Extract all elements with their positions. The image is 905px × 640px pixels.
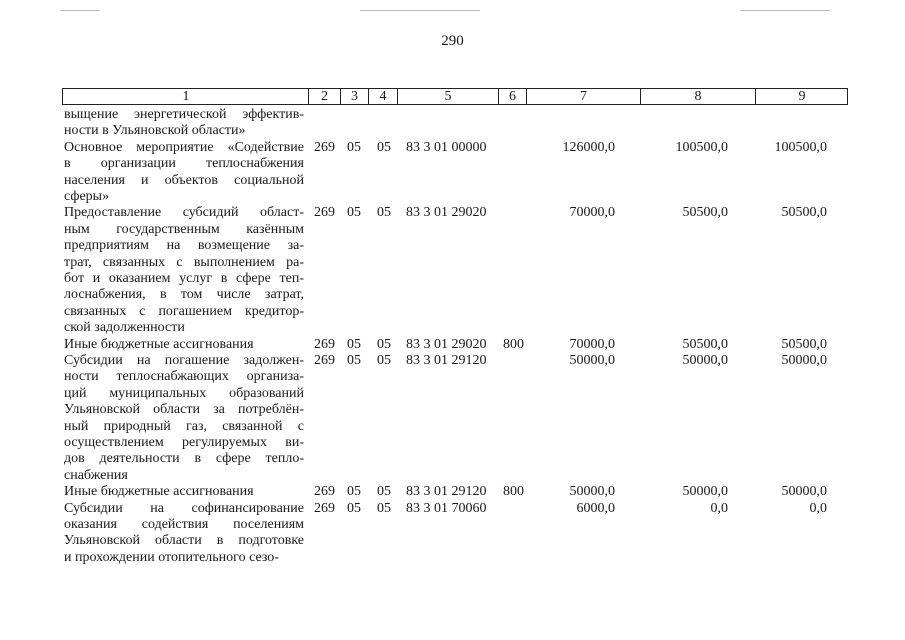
cell-c2: 269 <box>314 139 335 155</box>
header-cell-1: 1 <box>182 89 190 104</box>
row-description <box>64 484 304 500</box>
description-line: ным государственным казённым <box>64 221 304 237</box>
cell-c4: 05 <box>377 139 391 155</box>
cell-c7: 50000,0 <box>569 353 615 368</box>
description-line: Субсидии на софинансирование <box>64 500 304 516</box>
cell-c3: 05 <box>347 139 361 155</box>
cell-c6: 800 <box>503 484 524 500</box>
cell-c2: 269 <box>314 336 335 352</box>
page-number: 290 <box>441 33 464 49</box>
description-line: ской задолженности <box>64 320 185 336</box>
description-line: ный природный газ, связанной с <box>64 418 304 434</box>
header-cell-8: 8 <box>640 89 755 104</box>
cell-c5: 83 3 01 29020 <box>406 336 487 352</box>
cell-c6: 800 <box>503 336 524 352</box>
description-line: трат, связанных с выполнением ра- <box>64 254 304 270</box>
cell-c3: 05 <box>347 205 361 221</box>
cell-c5: 83 3 01 29120 <box>406 484 487 500</box>
cell-c5: 83 3 01 70060 <box>406 500 487 516</box>
cell-c9: 50000,0 <box>781 353 827 368</box>
description-line: Основное мероприятие «Содействие <box>64 139 304 155</box>
cell-c7: 126000,0 <box>562 139 615 155</box>
description-line: бот и оказанием услуг в сфере теп- <box>64 271 304 287</box>
header-cell-3: 3 <box>340 89 368 104</box>
description-line: выщение энергетической эффектив- <box>64 107 304 122</box>
description-line: Ульяновской области в подготовке <box>64 533 304 549</box>
description-line: сферы» <box>64 189 110 205</box>
row-description <box>64 140 304 206</box>
cell-c8: 50000,0 <box>682 353 728 368</box>
cell-c7: 6000,0 <box>576 500 615 516</box>
description-line: связанных с погашением кредитор- <box>64 303 304 319</box>
description-line: ций муниципальных образований <box>64 385 304 401</box>
row-description <box>64 353 304 484</box>
cell-c2: 269 <box>314 484 335 500</box>
cell-c4: 05 <box>377 484 391 500</box>
header-cell-2: 2 <box>308 89 340 104</box>
cell-c9: 50500,0 <box>781 336 827 352</box>
cell-c3: 05 <box>347 500 361 516</box>
cell-c4: 05 <box>377 336 391 352</box>
cell-c4: 05 <box>377 500 391 516</box>
description-line: и прохождении отопительного сезо- <box>64 549 279 565</box>
scan-artifact <box>60 10 100 11</box>
cell-c8: 50500,0 <box>682 336 728 352</box>
cell-c2: 269 <box>314 353 335 368</box>
cell-c9: 50500,0 <box>781 205 827 221</box>
description-line: ности теплоснабжающих организа- <box>64 369 304 385</box>
row-description <box>64 501 304 567</box>
description-line: предприятиям на возмещение за- <box>64 238 304 254</box>
cell-c8: 50000,0 <box>682 484 728 500</box>
cell-c8: 0,0 <box>710 500 728 516</box>
cell-c3: 05 <box>347 353 361 368</box>
description-line: Ульяновской области за потреблён- <box>64 402 304 418</box>
cell-c7: 50000,0 <box>569 484 615 500</box>
header-cell-5: 5 <box>397 89 498 104</box>
header-cell-9: 9 <box>755 89 848 104</box>
scan-artifact <box>360 10 480 11</box>
description-line: осуществлением регулируемых ви- <box>64 435 304 451</box>
description-line: Иные бюджетные ассигнования <box>64 484 254 500</box>
description-line: в организации теплоснабжения <box>64 156 304 172</box>
description-line: Субсидии на погашение задолжен- <box>64 353 304 368</box>
description-line: лоснабжения, в том числе затрат, <box>64 287 304 303</box>
header-cell-6: 6 <box>498 89 526 104</box>
cell-c3: 05 <box>347 336 361 352</box>
description-line: Иные бюджетные ассигнования <box>64 336 254 352</box>
table-header <box>62 88 848 105</box>
cell-c9: 0,0 <box>809 500 827 516</box>
row-description <box>64 205 304 336</box>
row-description <box>64 337 304 353</box>
description-line: населения и объектов социальной <box>64 172 304 188</box>
header-cell-7: 7 <box>526 89 640 104</box>
cell-c7: 70000,0 <box>569 336 615 352</box>
cell-c7: 70000,0 <box>569 205 615 221</box>
cell-c5: 83 3 01 00000 <box>406 139 487 155</box>
header-cell-4: 4 <box>368 89 397 104</box>
description-line: ности в Ульяновской области» <box>64 123 246 139</box>
cell-c2: 269 <box>314 500 335 516</box>
cell-c5: 83 3 01 29120 <box>406 353 487 368</box>
description-line: оказания содействия поселениям <box>64 517 304 532</box>
cell-c9: 50000,0 <box>781 484 827 500</box>
cell-c9: 100500,0 <box>774 139 827 155</box>
description-line: дов деятельности в сфере тепло- <box>64 451 304 467</box>
description-line: снабжения <box>64 467 128 483</box>
cell-c5: 83 3 01 29020 <box>406 205 487 221</box>
cell-c4: 05 <box>377 205 391 221</box>
scan-artifact <box>740 10 830 11</box>
cell-c8: 50500,0 <box>682 205 728 221</box>
cell-c2: 269 <box>314 205 335 221</box>
cell-c4: 05 <box>377 353 391 368</box>
cell-c8: 100500,0 <box>675 139 728 155</box>
description-line: Предоставление субсидий област- <box>64 205 304 221</box>
cell-c3: 05 <box>347 484 361 500</box>
row-description <box>64 107 304 140</box>
